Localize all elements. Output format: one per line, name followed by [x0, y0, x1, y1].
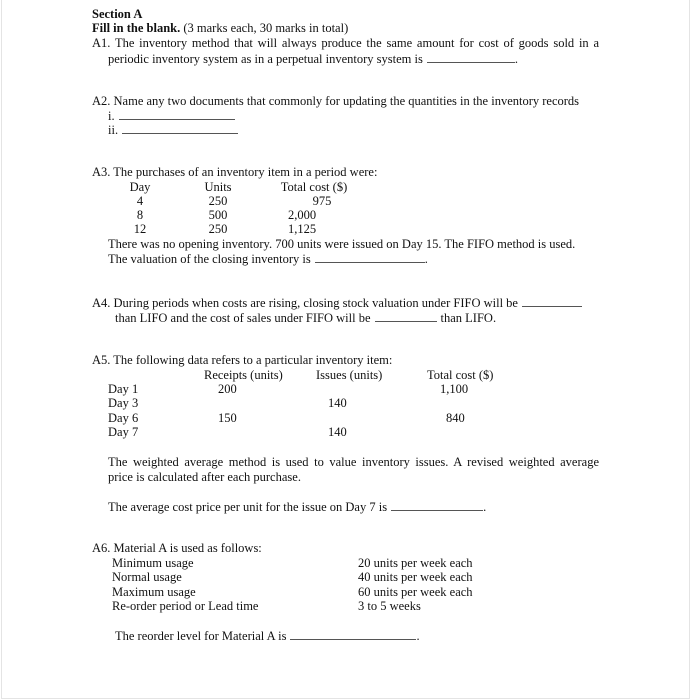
a5-day: Day 1: [108, 382, 139, 396]
a5-para-line1: The weighted average method is used to value inventory issues. A revised weighted average: [108, 455, 599, 469]
a2-answer-blank-2[interactable]: [122, 122, 238, 134]
a2-question: A2. Name any two documents that commonly for updating the quantities in the inventory records: [92, 94, 580, 108]
a3-line1: There was no opening inventory. 700 units were issued on Day 15. The FIFO method is used.: [108, 237, 576, 251]
a3-cell: 12: [133, 222, 147, 236]
a4-answer-blank-1[interactable]: [522, 295, 582, 307]
a6-value: 40 units per week each: [358, 570, 473, 584]
a6-ask: [115, 628, 420, 644]
instructions: [92, 21, 348, 36]
a3-cell: 1,125: [287, 222, 317, 236]
a5-answer-blank[interactable]: [391, 499, 483, 511]
a6-value: 60 units per week each: [358, 585, 473, 599]
a6-value: 3 to 5 weeks: [358, 599, 421, 613]
a5-day: Day 6: [108, 411, 139, 425]
a3-header-units: Units: [204, 180, 232, 194]
a5-end: .: [483, 500, 487, 514]
a5-question: A5. The following data refers to a particular inventory item:: [92, 353, 393, 367]
a3-header-cost: Total cost ($): [280, 180, 348, 194]
a3-cell: 4: [136, 194, 144, 208]
a5-header-receipts: Receipts (units): [204, 368, 283, 382]
a1-line2: [108, 51, 518, 67]
a1-text: periodic inventory system as in a perpetual inventory system is: [108, 52, 423, 66]
a1-end: .: [514, 52, 518, 66]
a1-line1: A1. The inventory method that will always produce the same amount for cost of goods sold in a: [92, 36, 599, 50]
instruction-rest: (3 marks each, 30 marks in total): [183, 21, 349, 35]
a4-line1: [92, 295, 582, 311]
a5-cell: 840: [446, 411, 465, 425]
a5-ask: [108, 499, 486, 515]
a3-line2: [108, 251, 428, 267]
section-title: Section A: [92, 7, 143, 21]
a5-header-cost: Total cost ($): [427, 368, 494, 382]
a3-cell: 500: [208, 208, 228, 222]
a4-text: than LIFO.: [440, 311, 497, 325]
a5-cell: 140: [328, 396, 347, 410]
a3-question: A3. The purchases of an inventory item in a period were:: [92, 165, 378, 179]
a2-item-2: [108, 122, 238, 138]
a4-text: than LIFO and the cost of sales under FIFO will be: [115, 311, 371, 325]
a5-day: Day 3: [108, 396, 139, 410]
a3-cell: 975: [312, 194, 332, 208]
a6-label: Re-order period or Lead time: [112, 599, 259, 613]
a6-question: A6. Material A is used as follows:: [92, 541, 262, 555]
a4-text: A4. During periods when costs are rising, closing stock valuation under FIFO will be: [92, 296, 518, 310]
a6-label: Minimum usage: [112, 556, 194, 570]
a4-answer-blank-2[interactable]: [375, 310, 437, 322]
a3-cell: 250: [208, 222, 228, 236]
a6-text: The reorder level for Material A is: [115, 629, 287, 643]
a6-label: Maximum usage: [112, 585, 196, 599]
a2-answer-blank-1[interactable]: [119, 108, 235, 120]
a3-cell: 2,000: [287, 208, 317, 222]
a2-item-label: i.: [108, 109, 115, 123]
a3-header-day: Day: [129, 180, 151, 194]
a5-text: The average cost price per unit for the issue on Day 7 is: [108, 500, 388, 514]
a3-text: The valuation of the closing inventory is: [108, 252, 311, 266]
a5-cell: 1,100: [440, 382, 469, 396]
a3-end: .: [424, 252, 428, 266]
a5-day: Day 7: [108, 425, 139, 439]
a6-answer-blank[interactable]: [290, 628, 416, 640]
a1-answer-blank[interactable]: [427, 51, 515, 63]
a3-cell: 250: [208, 194, 228, 208]
a5-header-issues: Issues (units): [316, 368, 383, 382]
a4-line2: [115, 310, 496, 326]
a5-cell: 200: [218, 382, 237, 396]
a5-cell: 140: [328, 425, 347, 439]
a3-answer-blank[interactable]: [315, 251, 425, 263]
a5-para-line2: price is calculated after each purchase.: [108, 470, 301, 484]
a6-label: Normal usage: [112, 570, 182, 584]
a6-value: 20 units per week each: [358, 556, 473, 570]
a3-cell: 8: [136, 208, 144, 222]
a2-item-label: ii.: [108, 123, 119, 137]
a5-cell: 150: [218, 411, 237, 425]
a6-end: .: [416, 629, 420, 643]
instruction-bold: Fill in the blank.: [92, 21, 181, 35]
